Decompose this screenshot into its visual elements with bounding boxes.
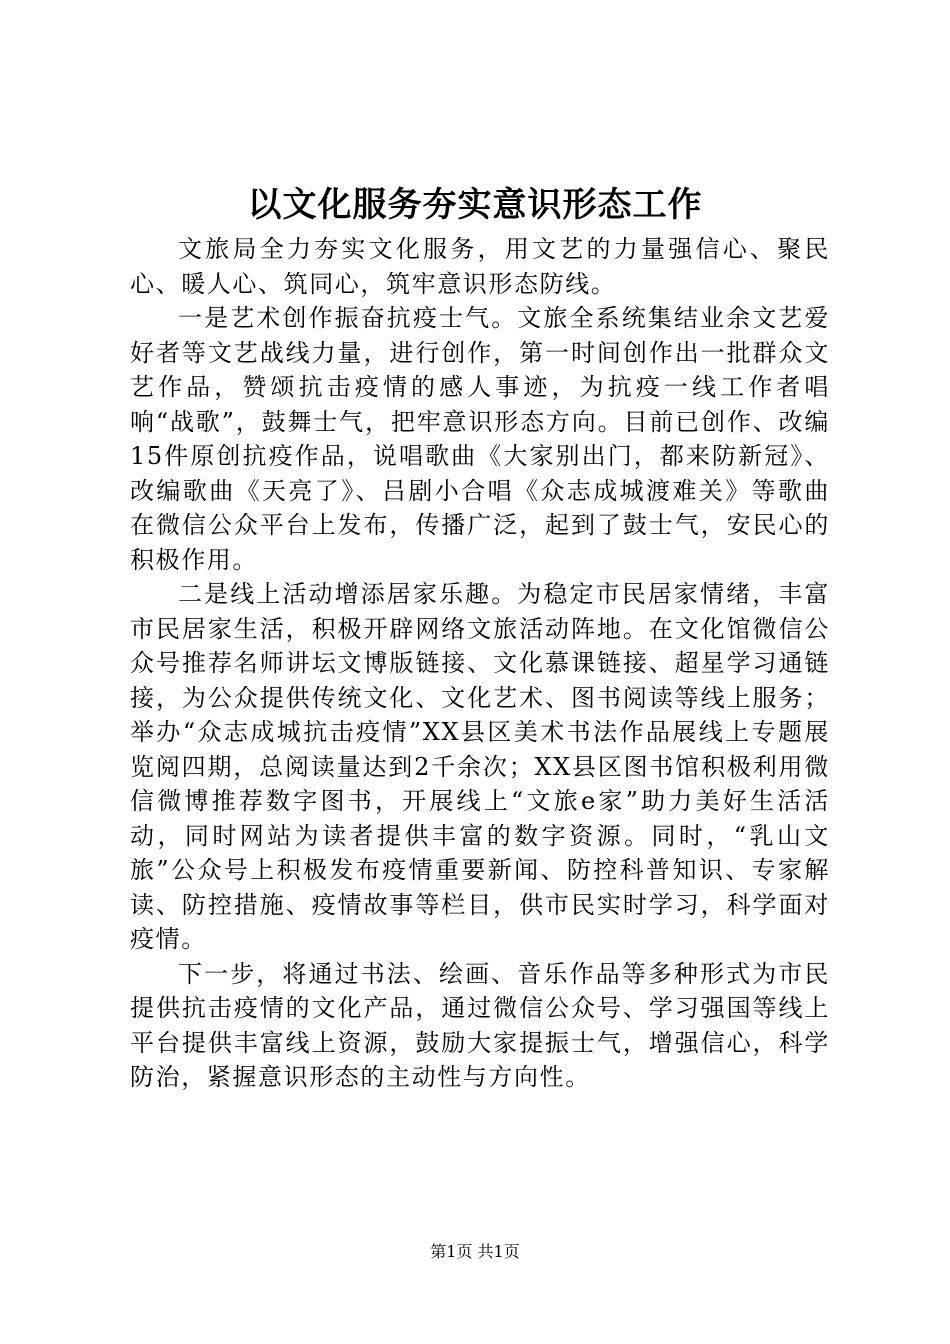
document-title: 以文化服务夯实意识形态工作 xyxy=(247,185,703,225)
page-footer: 第1页 共1页 xyxy=(430,1242,520,1261)
paragraph-art-creation: 一是艺术创作振奋抗疫士气。文旅全系统集结业余文艺爱好者等文艺战线力量，进行创作，第一时间创作出一批群众文艺作品，赞颂抗击疫情的感人事迹，为抗疫一线工作者唱响“战歌”，鼓舞士气，把牢意识形态方向。目前已创作、改编15件原创抗疫作品，说唱歌曲《大家别出门，都来防新冠》、改编歌曲《天亮了》、吕剧小合唱《众志成城渡难关》等歌曲在微信公众平台上发布，传播广泛，起到了鼓士气，安民心的积极作用。 xyxy=(130,304,830,574)
paragraph-next-steps: 下一步，将通过书法、绘画、音乐作品等多种形式为市民提供抗击疫情的文化产品，通过微信公众号、学习强国等线上平台提供丰富线上资源，鼓励大家提振士气，增强信心，科学防治，紧握意识形态的主动性与方向性。 xyxy=(130,959,830,1091)
paragraph-online-activities: 二是线上活动增添居家乐趣。为稳定市民居家情绪，丰富市民居家生活，积极开辟网络文旅活动阵地。在文化馆微信公众号推荐名师讲坛文博版链接、文化慕课链接、超星学习通链接，为公众提供传统文化、文化艺术、图书阅读等线上服务；举办“众志成城抗击疫情”XX县区美术书法作品展线上专题展览阅四期，总阅读量达到2千余次；XX县区图书馆积极利用微信微博推荐数字图书，开展线上“文旅e家”助力美好生活活动，同时网站为读者提供丰富的数字资源。同时，“乳山文旅”公众号上积极发布疫情重要新闻、防控科普知识、专家解读、防控措施、疫情故事等栏目，供市民实时学习，科学面对疫情。 xyxy=(130,580,830,953)
paragraph-intro: 文旅局全力夯实文化服务，用文艺的力量强信心、聚民心、暖人心、筑同心，筑牢意识形态防线。 xyxy=(130,235,830,298)
document-body xyxy=(130,232,830,1095)
